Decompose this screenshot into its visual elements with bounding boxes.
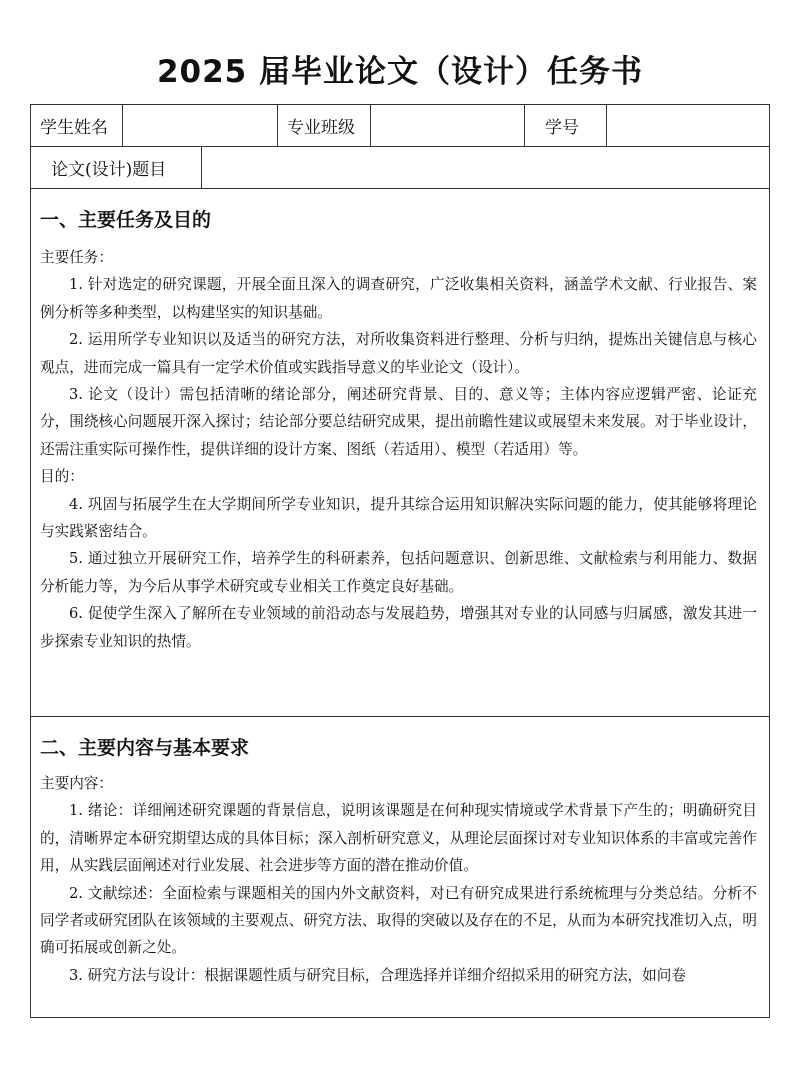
section-content-requirements [31,717,769,1018]
content-label: 主要内容： [40,775,113,792]
section2-body [40,770,757,989]
content-item: 1. 绪论：详细阐述研究课题的背景信息，说明该课题是在何种现实情境或学术背景下产生的；明确研究目的，清晰界定本研究期望达成的具体目标；深入剖析研究意义，从理论层面探讨对专业知识体系的丰富或完善作用，从实践层面阐述对行业发展、社会进步等方面的潜在推动价值。 [40,802,757,875]
document-title: 2025 届毕业论文（设计）任务书 [156,54,644,90]
topic-label: 论文(设计)题目 [31,147,202,188]
goal-item: 5. 通过独立开展研究工作，培养学生的科研素养，包括问题意识、创新思维、文献检索与利用能力、数据分析能力等，为今后从事学术研究或专业相关工作奠定良好基础。 [40,550,757,595]
section1-heading: 一、主要任务及目的 [40,209,212,231]
goals-label: 目的： [40,468,84,486]
task-form-table [30,104,770,1018]
major-class-field[interactable] [371,105,525,146]
content-item: 2. 文献综述：全面检索与课题相关的国内外文献资料，对已有研究成果进行系统梳理与分类总结。分析不同学者或研究团队在该领域的主要观点、研究方法、取得的突破以及存在的不足，从而为本研究找准切入点，明确可拓展或创新之处。 [40,884,757,957]
content-item: 3. 研究方法与设计：根据课题性质与研究目标，合理选择并详细介绍拟采用的研究方法，如问卷 [69,966,686,984]
topic-field[interactable] [202,147,770,188]
task-item: 3. 论文（设计）需包括清晰的绪论部分，阐述研究背景、目的、意义等；主体内容应逻辑严密、论证充分，围绕核心问题展开深入探讨；结论部分要总结研究成果，提出前瞻性建议或展望未来发展。对于毕业设计，还需注重实际可操作性，提供详细的设计方案、图纸（若适用）、模型（若适用）等。 [40,386,757,458]
section1-body [40,244,757,655]
student-id-field[interactable] [607,105,770,146]
topic-row [31,147,769,189]
tasks-label: 主要任务： [40,249,113,266]
student-name-label: 学生姓名 [31,105,123,146]
goal-item: 4. 巩固与拓展学生在大学期间所学专业知识，提升其综合运用知识解决实际问题的能力，使其能够将理论与实践紧密结合。 [40,495,757,541]
section2-heading: 二、主要内容与基本要求 [40,737,250,759]
student-info-row [31,105,769,147]
task-item: 2. 运用所学专业知识以及适当的研究方法，对所收集资料进行整理、分析与归纳，提炼出关键信息与核心观点，进而完成一篇具有一定学术价值或实践指导意义的毕业论文（设计）。 [40,331,757,376]
student-id-label: 学号 [525,105,607,146]
student-name-field[interactable] [123,105,278,146]
task-item: 1. 针对选定的研究课题，开展全面且深入的调查研究，广泛收集相关资料，涵盖学术文献、行业报告、案例分析等多种类型，以构建坚实的知识基础。 [40,276,757,321]
section-tasks-goals [31,189,769,717]
major-class-label: 专业班级 [278,105,371,146]
goal-item: 6. 促使学生深入了解所在专业领域的前沿动态与发展趋势，增强其对专业的认同感与归属感，激发其进一步探索专业知识的热情。 [40,605,757,650]
